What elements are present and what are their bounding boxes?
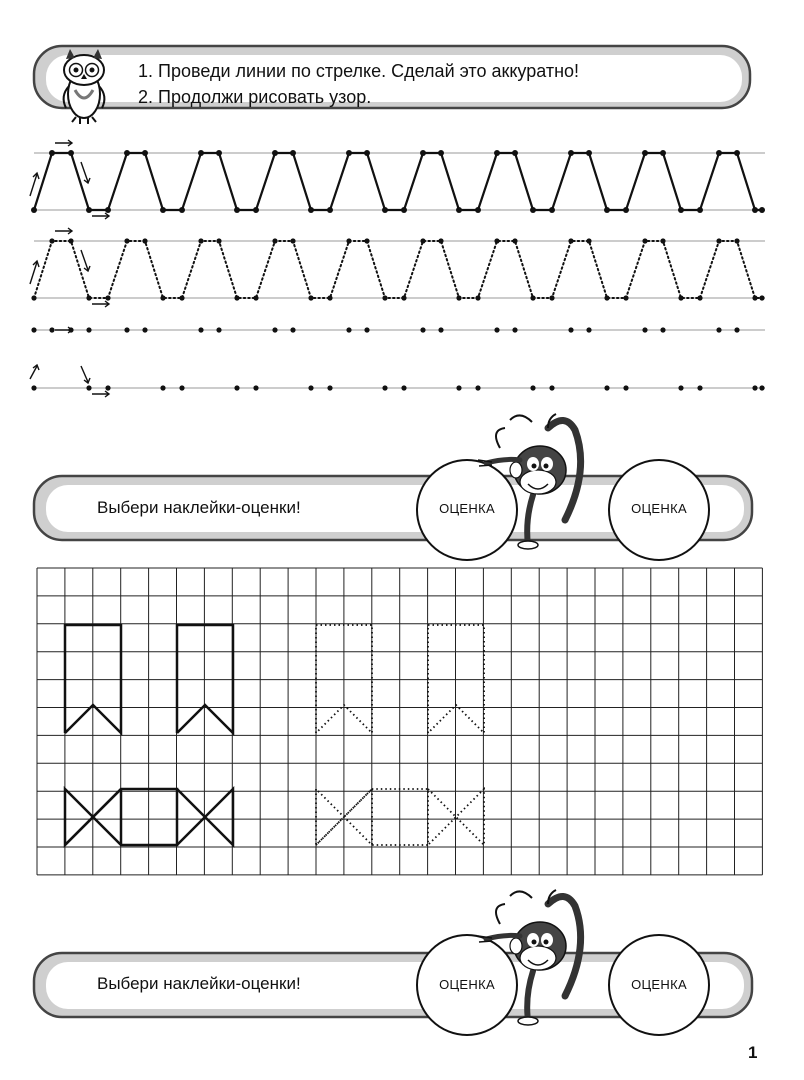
bookmark-shape-2 <box>177 625 233 733</box>
zigzag-row-solid <box>30 140 765 219</box>
grade-circle-label-4[interactable]: ОЦЕНКА <box>631 977 687 992</box>
owl-mascot-icon <box>64 49 105 124</box>
graph-paper-grid <box>37 568 762 875</box>
instruction-line-1: 1. Проведи линии по стрелке. Сделай это аккуратно! <box>138 61 580 81</box>
grade-prompt-bottom: Выбери наклейки-оценки! <box>97 974 301 993</box>
zigzag-row-dotted <box>30 228 765 307</box>
dots-row-top <box>31 327 765 333</box>
grade-circle-label-1[interactable]: ОЦЕНКА <box>439 501 495 516</box>
grade-circle-label-2[interactable]: ОЦЕНКА <box>631 501 687 516</box>
grade-prompt-top: Выбери наклейки-оценки! <box>97 498 301 517</box>
dots-row-bottom <box>30 365 765 397</box>
page-number: 1 <box>748 1043 758 1062</box>
instruction-line-2: 2. Продолжи рисовать узор. <box>138 87 372 107</box>
grade-circle-label-3[interactable]: ОЦЕНКА <box>439 977 495 992</box>
